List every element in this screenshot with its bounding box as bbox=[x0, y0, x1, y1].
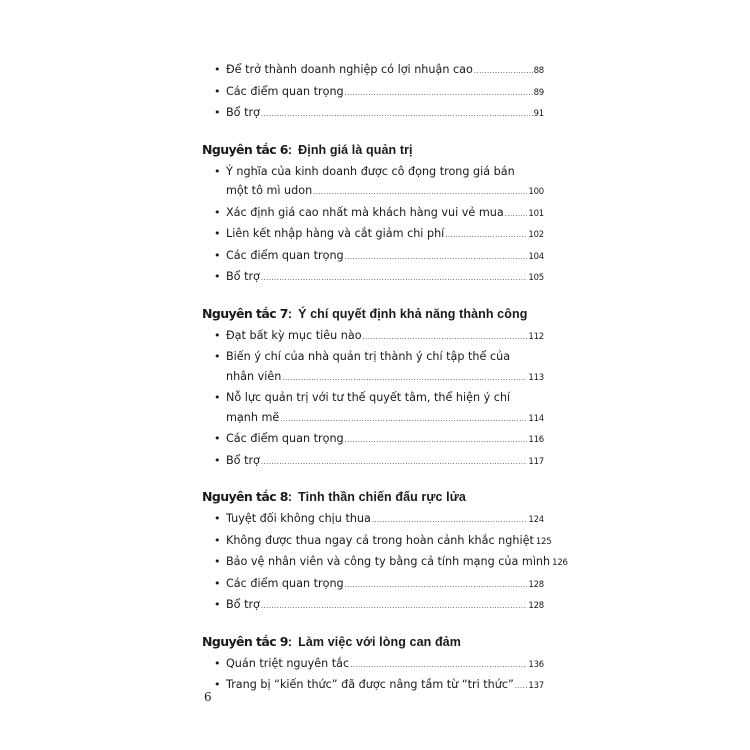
toc-section bbox=[200, 305, 545, 473]
entry-page-number: 104 bbox=[528, 251, 544, 262]
toc-entry[interactable] bbox=[200, 162, 545, 203]
dot-leader bbox=[515, 677, 528, 697]
section-title: Làm việc với lòng can đảm bbox=[298, 634, 461, 649]
dot-leader bbox=[474, 62, 533, 82]
entry-text: • Các điểm quan trọng bbox=[226, 576, 344, 590]
entry-page-number: 101 bbox=[528, 208, 544, 219]
entry-text: • Xác định giá cao nhất mà khách hàng vui vẻ mua bbox=[226, 205, 504, 219]
toc-entry[interactable] bbox=[200, 675, 545, 697]
section-label: Nguyên tắc 6 bbox=[202, 141, 288, 157]
entry-text-line1: • Nỗ lực quản trị với tư thế quyết tâm, thể hiện ý chí bbox=[226, 391, 511, 404]
entry-page-number: 128 bbox=[528, 601, 544, 611]
entry-text: • Các điểm quan trọng bbox=[226, 432, 344, 445]
toc-entry[interactable] bbox=[200, 388, 545, 429]
entry-page-number: 91 bbox=[533, 109, 544, 119]
entry-text: • Tuyệt đối không chịu thua bbox=[226, 512, 371, 525]
toc-section bbox=[200, 633, 545, 697]
page-number: 6 bbox=[204, 690, 212, 704]
entry-page-number: 100 bbox=[528, 187, 544, 197]
toc-entry[interactable] bbox=[200, 246, 545, 268]
dot-leader bbox=[261, 453, 527, 473]
toc-entry[interactable] bbox=[200, 429, 545, 451]
entry-text-line1: • Ý nghĩa của kinh doanh được cô đọng trong giá bán bbox=[226, 164, 515, 178]
entry-page-number: 128 bbox=[528, 579, 544, 590]
entry-text-line1: • Biến ý chí của nhà quản trị thành ý chí tập thể của bbox=[226, 350, 511, 363]
dot-leader bbox=[372, 511, 528, 531]
toc-entry[interactable] bbox=[200, 552, 568, 574]
section-heading: Nguyên tắc 8: Tinh thần chiến đấu rực lửa bbox=[202, 489, 466, 504]
toc-entry[interactable] bbox=[200, 203, 545, 225]
dot-leader bbox=[445, 226, 527, 246]
entry-text: • Bổ trợ bbox=[226, 453, 260, 467]
toc-entry[interactable] bbox=[200, 347, 545, 388]
toc-entry[interactable] bbox=[200, 103, 545, 125]
entry-text: • Trang bị “kiến thức” đã được nâng tầm từ “tri thức” bbox=[226, 678, 514, 691]
entry-text: mạnh mẽ bbox=[226, 410, 280, 424]
toc-list bbox=[200, 326, 545, 473]
entry-text: nhân viên bbox=[226, 369, 282, 383]
entry-text: • Để trở thành doanh nghiệp có lợi nhuận cao bbox=[226, 63, 473, 76]
dot-leader bbox=[282, 369, 527, 389]
entry-page-number: 113 bbox=[528, 372, 544, 383]
entry-page-number: 126 bbox=[552, 558, 568, 568]
entry-page-number: 88 bbox=[533, 66, 544, 76]
toc-entry[interactable] bbox=[200, 82, 545, 104]
dot-leader bbox=[345, 248, 528, 268]
dot-leader bbox=[261, 597, 527, 617]
section-heading: Nguyên tắc 7: Ý chí quyết định khả năng thành công bbox=[202, 305, 528, 321]
section-title: Định giá là quản trị bbox=[298, 142, 413, 157]
toc-entry[interactable] bbox=[200, 451, 545, 473]
toc-list bbox=[200, 60, 545, 125]
toc-entry[interactable] bbox=[200, 531, 552, 553]
toc-list bbox=[200, 654, 545, 697]
entry-text: • Các điểm quan trọng bbox=[226, 84, 344, 98]
section-title: Tinh thần chiến đấu rực lửa bbox=[298, 490, 466, 504]
entry-text: • Quán triệt nguyên tắc bbox=[226, 656, 350, 670]
toc-entry[interactable] bbox=[200, 267, 545, 289]
toc-section bbox=[200, 141, 545, 289]
entry-page-number: 125 bbox=[535, 536, 552, 547]
toc-entry[interactable] bbox=[200, 654, 545, 676]
entry-page-number: 117 bbox=[528, 456, 544, 467]
entry-text: • Bổ trợ bbox=[226, 270, 260, 283]
entry-text: • Đạt bất kỳ mục tiêu nào bbox=[226, 328, 362, 342]
entry-page-number: 137 bbox=[528, 681, 544, 691]
section-label: Nguyên tắc 9 bbox=[202, 633, 288, 649]
toc-entry[interactable] bbox=[200, 574, 545, 596]
entry-page-number: 136 bbox=[528, 659, 544, 670]
section-label: Nguyên tắc 8 bbox=[202, 489, 288, 504]
entry-text: • Không được thua ngay cả trong hoàn cảnh khắc nghiệt bbox=[226, 533, 534, 547]
toc-entry[interactable] bbox=[200, 595, 545, 617]
toc-entry[interactable] bbox=[200, 60, 545, 82]
entry-page-number: 114 bbox=[528, 413, 544, 424]
toc-entry[interactable] bbox=[200, 326, 545, 348]
dot-leader bbox=[261, 269, 527, 289]
toc-entry[interactable] bbox=[200, 509, 545, 531]
entry-page-number: 102 bbox=[528, 230, 544, 240]
dot-leader bbox=[350, 656, 527, 676]
section-heading: Nguyên tắc 6: Định giá là quản trị bbox=[202, 141, 413, 157]
section-heading: Nguyên tắc 9: Làm việc với lòng can đảm bbox=[202, 633, 461, 649]
table-of-contents bbox=[200, 60, 568, 697]
entry-page-number: 124 bbox=[528, 515, 544, 525]
dot-leader bbox=[363, 328, 528, 348]
toc-section bbox=[200, 60, 545, 125]
dot-leader bbox=[345, 576, 528, 596]
entry-text: một tô mì udon bbox=[226, 184, 313, 197]
section-label: Nguyên tắc 7 bbox=[202, 305, 288, 321]
toc-section bbox=[200, 488, 568, 617]
entry-text: • Các điểm quan trọng bbox=[226, 248, 344, 262]
dot-leader bbox=[345, 84, 533, 104]
toc-entry[interactable] bbox=[200, 224, 545, 246]
dot-leader bbox=[505, 205, 528, 225]
section-title: Ý chí quyết định khả năng thành công bbox=[298, 306, 528, 321]
entry-page-number: 116 bbox=[528, 435, 544, 445]
toc-list bbox=[200, 509, 568, 617]
dot-leader bbox=[261, 105, 533, 125]
dot-leader bbox=[345, 431, 528, 451]
entry-text: • Bảo vệ nhân viên và công ty bằng cả tính mạng của mình bbox=[226, 555, 551, 568]
toc-list bbox=[200, 162, 545, 289]
dot-leader bbox=[313, 183, 527, 203]
entry-page-number: 89 bbox=[533, 87, 544, 98]
dot-leader bbox=[280, 410, 527, 430]
entry-page-number: 105 bbox=[528, 273, 544, 283]
entry-text: • Liên kết nhập hàng và cắt giảm chi phí bbox=[226, 227, 445, 240]
entry-text: • Bổ trợ bbox=[226, 106, 260, 119]
entry-text: • Bổ trợ bbox=[226, 598, 260, 611]
entry-page-number: 112 bbox=[528, 331, 544, 342]
